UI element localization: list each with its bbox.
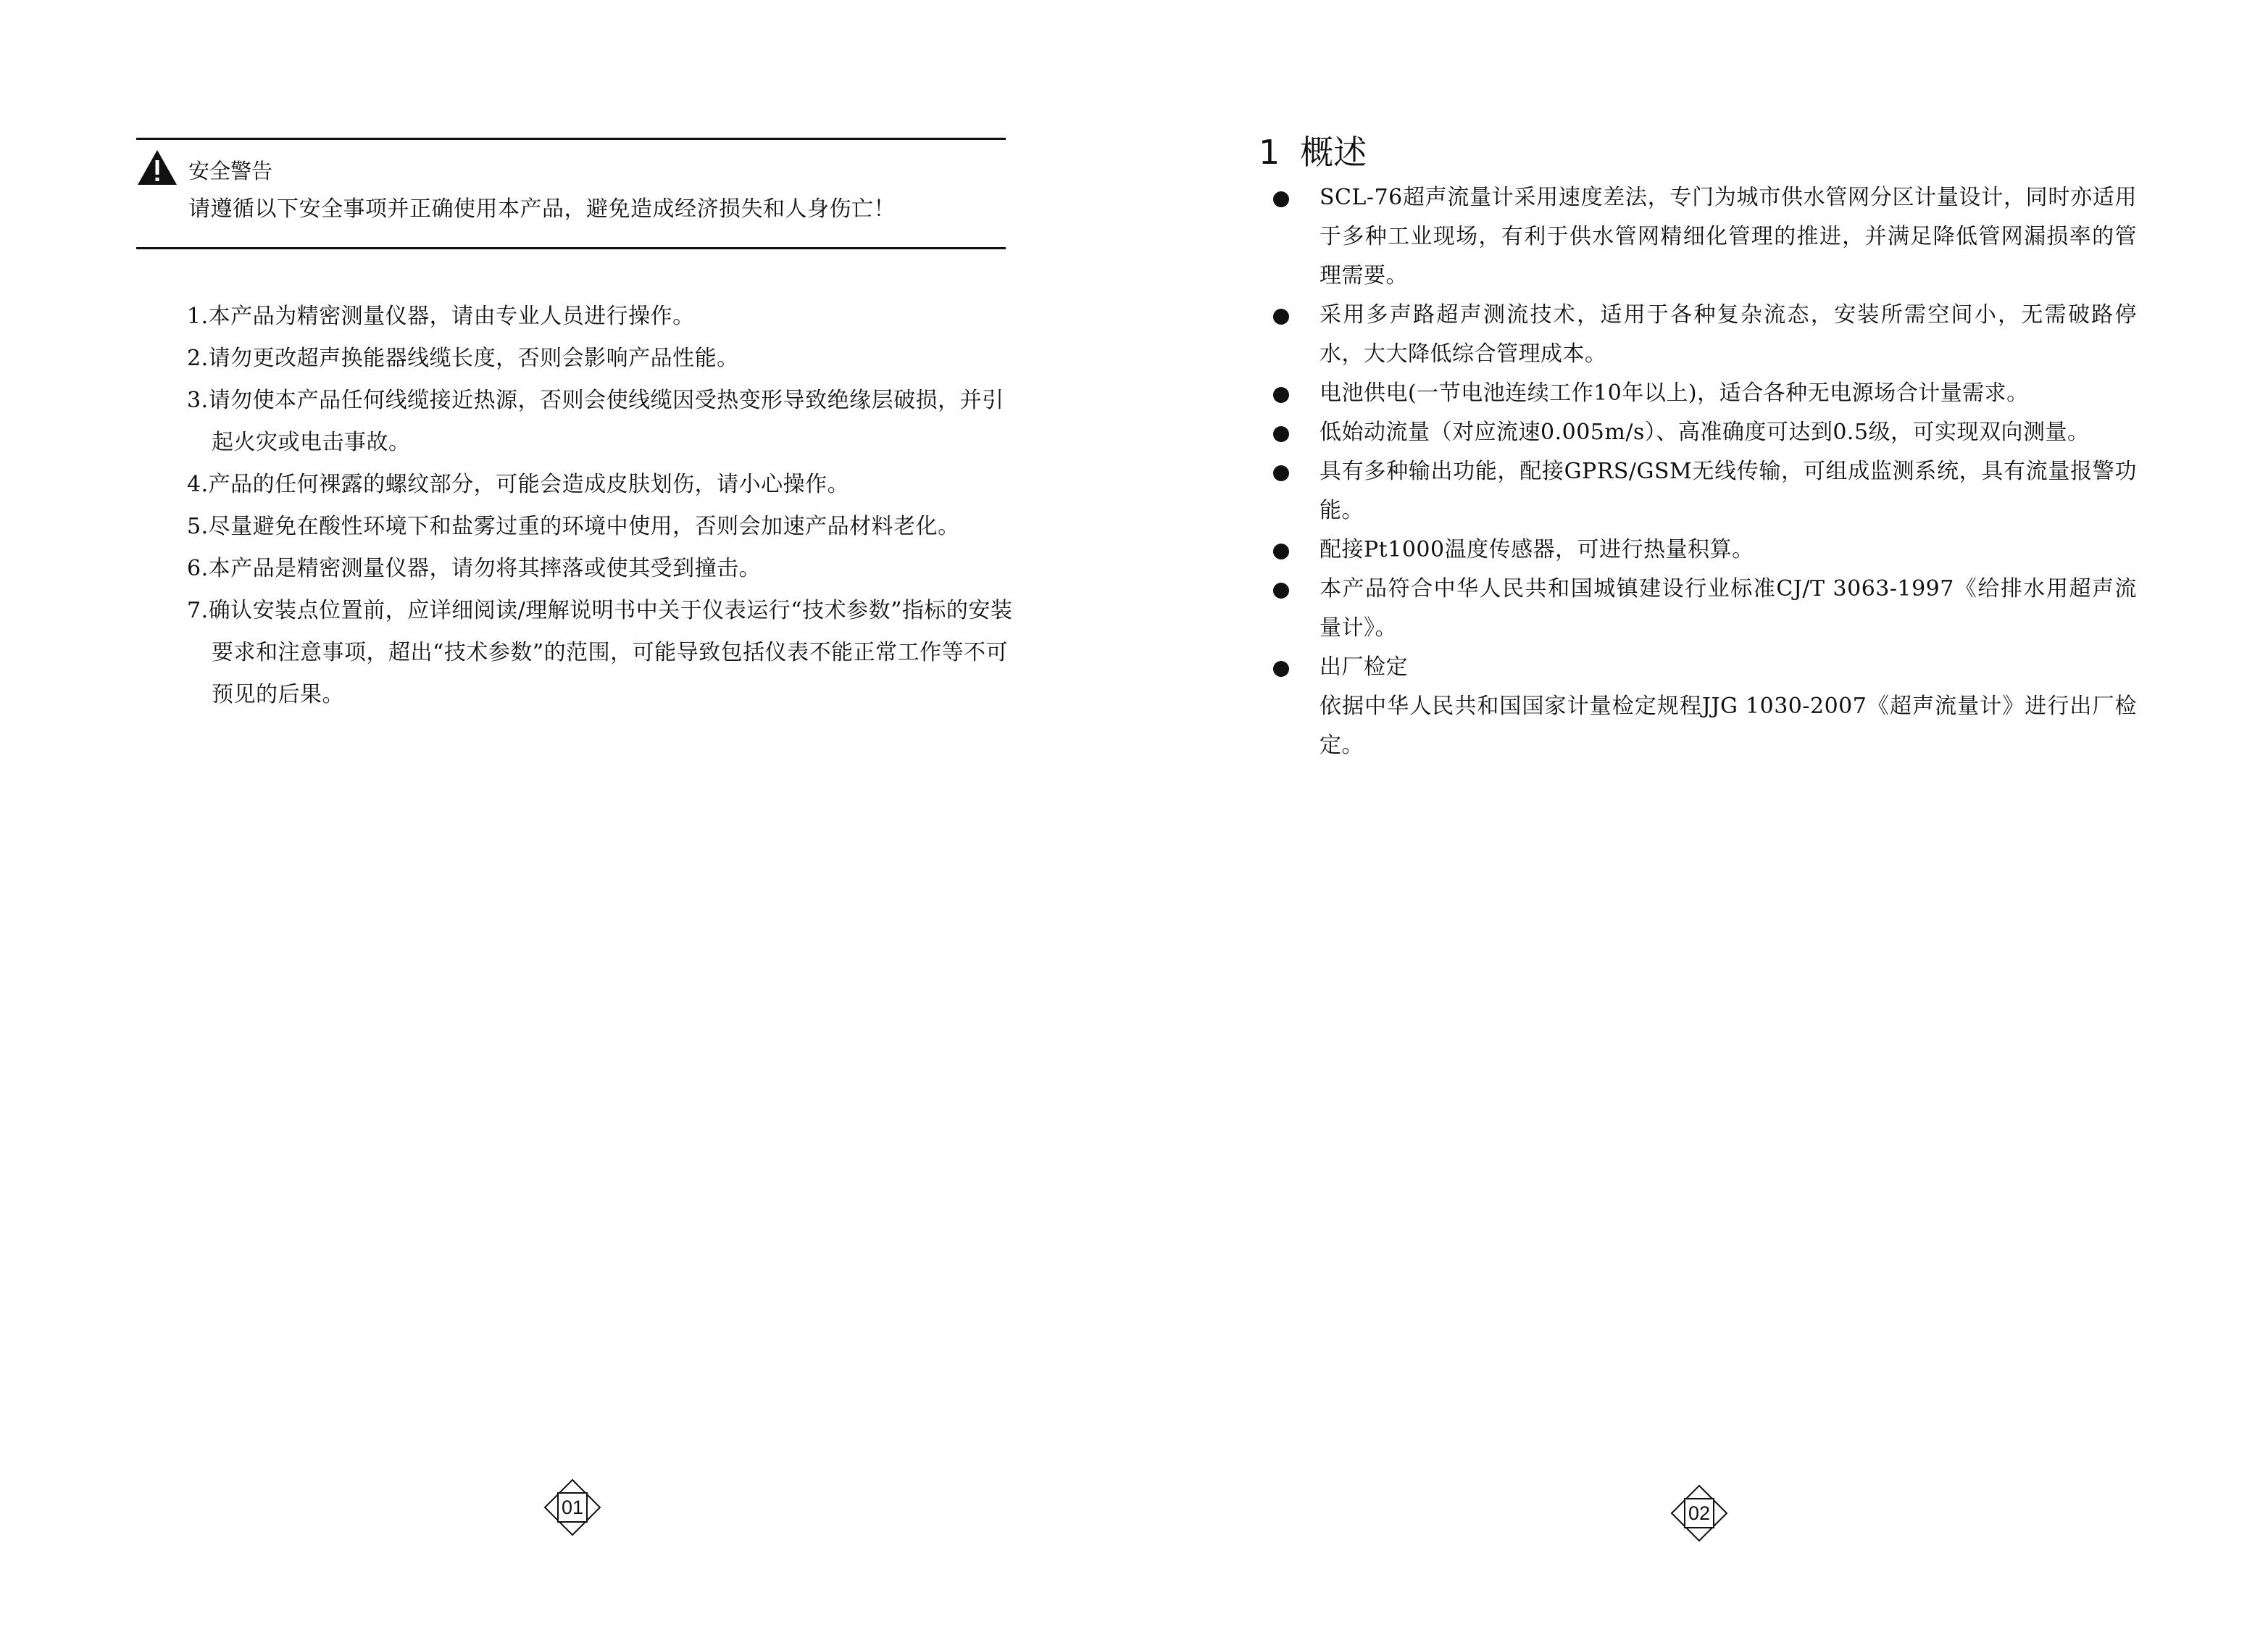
bullet-dot-icon [1273, 191, 1289, 207]
bullet-dot-icon [1273, 387, 1289, 403]
section-heading [1259, 130, 1367, 174]
safety-note: 3.请勿使本产品任何线缆接近热源，否则会使线缆因受热变形导致绝缘层破损，并引起火灾或电击事故。 [187, 388, 1004, 455]
warning-title: 安全警告 [188, 159, 273, 183]
bullet-item [1273, 296, 2137, 374]
bullet-text: 配接Pt1000温度传感器，可进行热量积算。 [1319, 537, 1754, 562]
safety-note: 1.本产品为精密测量仪器，请由专业人员进行操作。 [187, 304, 695, 329]
bullet-dot-icon [1273, 309, 1289, 325]
safety-note: 5.尽量避免在酸性环境下和盐雾过重的环境中使用，否则会加速产品材料老化。 [187, 514, 960, 539]
bullet-dot-icon [1273, 661, 1289, 677]
warning-triangle-icon [136, 149, 178, 186]
bullet-text: 采用多声路超声测流技术，适用于各种复杂流态，安装所需空间小，无需破路停水，大大降低综合管理成本。 [1319, 302, 2137, 367]
bullet-item [1273, 374, 2137, 413]
bullet-item [1273, 178, 2137, 296]
bullet-text: SCL-76超声流量计采用速度差法，专门为城市供水管网分区计量设计，同时亦适用于多种工业现场，有利于供水管网精细化管理的推进，并满足降低管网漏损率的管理需要。 [1319, 185, 2137, 288]
page-number: 01 [561, 1497, 584, 1518]
bullet-text: 低始动流量（对应流速0.005m/s）、高准确度可达到0.5级，可实现双向测量。 [1319, 420, 2090, 445]
page-number: 02 [1688, 1502, 1711, 1524]
safety-note: 6.本产品是精密测量仪器，请勿将其摔落或使其受到撞击。 [187, 556, 762, 581]
safety-notes-list [187, 296, 1013, 716]
page-number-badge [543, 1478, 601, 1536]
safety-note: 7.确认安装点位置前，应详细阅读/理解说明书中关于仪表运行“技术参数”指标的安装要求和注意事项，超出“技术参数”的范围，可能导致包括仪表不能正常工作等不可预见的后果。 [187, 598, 1013, 707]
safety-warning-box [136, 138, 1006, 249]
page-number-badge [1670, 1484, 1728, 1542]
bullet-text: 本产品符合中华人民共和国城镇建设行业标准CJ/T 3063-1997《给排水用超声流量计》。 [1319, 576, 2137, 641]
warning-text: 请遵循以下安全事项并正确使用本产品，避免造成经济损失和人身伤亡！ [188, 196, 896, 222]
bullet-item [1273, 648, 2137, 765]
overview-bullet-list [1273, 178, 2137, 765]
bullet-item [1273, 413, 2137, 452]
safety-note: 4.产品的任何裸露的螺纹部分，可能会造成皮肤划伤，请小心操作。 [187, 472, 850, 497]
right-page [1134, 0, 2268, 1627]
bullet-dot-icon [1273, 544, 1289, 559]
bullet-item [1273, 452, 2137, 530]
bullet-text: 具有多种输出功能，配接GPRS/GSM无线传输，可组成监测系统，具有流量报警功能。 [1319, 459, 2137, 523]
bullet-text: 出厂检定 [1319, 654, 1408, 680]
section-number: 1 [1259, 133, 1280, 172]
bullet-dot-icon [1273, 465, 1289, 481]
safety-note: 2.请勿更改超声换能器线缆长度，否则会影响产品性能。 [187, 346, 739, 371]
bullet-item [1273, 530, 2137, 570]
bullet-dot-icon [1273, 583, 1289, 599]
bullet-item [1273, 570, 2137, 648]
bullet-text: 电池供电(一节电池连续工作10年以上)，适合各种无电源场合计量需求。 [1319, 380, 2029, 406]
section-title: 概述 [1300, 133, 1367, 172]
calibration-text: 依据中华人民共和国国家计量检定规程JJG 1030-2007《超声流量计》进行出厂检定。 [1319, 694, 2137, 758]
bullet-dot-icon [1273, 426, 1289, 442]
